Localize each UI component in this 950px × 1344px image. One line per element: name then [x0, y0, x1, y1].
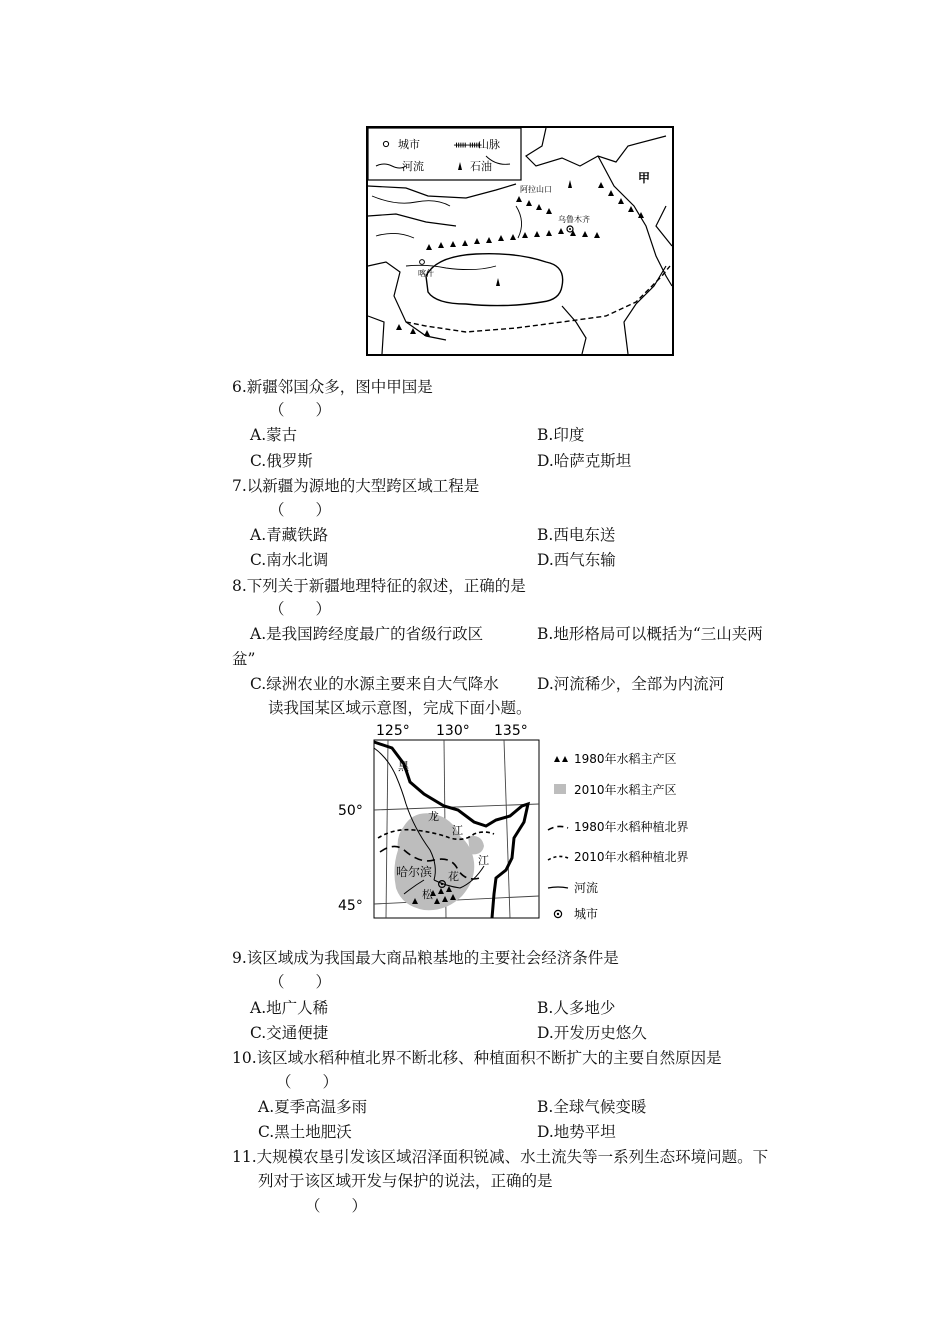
label-long: 龙	[428, 810, 439, 823]
option-a[interactable]: A.地广人稀	[250, 999, 329, 1017]
label-alashankou: 阿拉山口	[520, 185, 552, 194]
question-stem: 11.大规模农垦引发该区域沼泽面积锐减、水土流失等一系列生态环境问题。下	[232, 1148, 769, 1166]
label-song: 松	[422, 888, 433, 901]
legend-boundary-1980: 1980年水稻种植北界	[574, 820, 689, 834]
option-d[interactable]: D.开发历史悠久	[537, 1024, 647, 1042]
legend-oil: 石油	[470, 160, 492, 173]
option-c[interactable]: C.俄罗斯	[250, 452, 313, 470]
option-c[interactable]: C.黑土地肥沃	[258, 1123, 352, 1141]
option-d[interactable]: D.西气东输	[537, 551, 616, 569]
intro-text: 读我国某区域示意图，完成下面小题。	[268, 699, 532, 717]
option-c[interactable]: C.绿洲农业的水源主要来自大气降水	[250, 675, 499, 693]
legend-rice-1980: 1980年水稻主产区	[574, 752, 677, 766]
option-b[interactable]: B.地形格局可以概括为“三山夹两	[537, 625, 763, 643]
answer-blank[interactable]: （ ）	[305, 1197, 368, 1215]
lat-label-45: 45°	[338, 898, 363, 914]
legend-city: 城市	[398, 138, 420, 151]
answer-blank[interactable]: （ ）	[276, 1073, 339, 1091]
lon-label-125: 125°	[376, 723, 410, 739]
legend-river: 河流	[402, 160, 424, 173]
label-hua: 花	[448, 870, 459, 883]
question-stem-continued: 列对于该区域开发与保护的说法，正确的是	[258, 1172, 553, 1190]
lat-label-50: 50°	[338, 803, 363, 819]
label-urumqi: 乌鲁木齐	[558, 215, 590, 224]
question-stem: 6.新疆邻国众多，图中甲国是	[232, 378, 433, 396]
question-stem: 9.该区域成为我国最大商品粮基地的主要社会经济条件是	[232, 949, 619, 967]
xinjiang-map	[366, 126, 674, 356]
rice-1980-legend-icon	[554, 756, 568, 762]
question-stem: 8.下列关于新疆地理特征的叙述，正确的是	[232, 577, 526, 595]
option-d[interactable]: D.哈萨克斯坦	[537, 452, 632, 470]
mountain-legend-icon: ᚔᚔ	[454, 140, 482, 151]
option-c[interactable]: C.南水北调	[250, 551, 329, 569]
option-a[interactable]: A.蒙古	[250, 426, 298, 444]
legend-river: 河流	[574, 881, 599, 895]
label-harbin: 哈尔滨	[396, 865, 433, 879]
rice-2010-legend-icon	[554, 784, 566, 794]
answer-blank[interactable]: （ ）	[269, 600, 332, 618]
legend-rice-2010: 2010年水稻主产区	[574, 783, 677, 797]
river-legend-icon	[548, 887, 568, 888]
option-b[interactable]: B.印度	[537, 426, 585, 444]
legend-mountain: 山脉	[478, 138, 500, 151]
question-stem: 7.以新疆为源地的大型跨区域工程是	[232, 477, 480, 495]
label-kashgar: 喀什	[418, 269, 434, 278]
question-stem: 10.该区域水稻种植北界不断北移、种植面积不断扩大的主要自然原因是	[232, 1049, 722, 1067]
label-hei: 黑	[398, 760, 409, 773]
option-b[interactable]: B.西电东送	[537, 526, 616, 544]
legend-city: 城市	[574, 907, 599, 920]
lon-label-135: 135°	[494, 723, 528, 739]
map1-legend-box	[368, 128, 521, 180]
option-a[interactable]: A.夏季高温多雨	[258, 1098, 368, 1116]
label-jiang-2: 江	[478, 854, 489, 867]
option-a[interactable]: A.是我国跨经度最广的省级行政区	[250, 625, 484, 643]
option-d[interactable]: D.河流稀少，全部为内流河	[537, 675, 725, 693]
option-b[interactable]: B.人多地少	[537, 999, 616, 1017]
boundary-1980-legend-icon	[548, 826, 568, 830]
answer-blank[interactable]: （ ）	[269, 973, 332, 991]
option-b-continued: 盆”	[232, 650, 256, 668]
lon-label-130: 130°	[436, 723, 470, 739]
answer-blank[interactable]: （ ）	[269, 401, 332, 419]
option-d[interactable]: D.地势平坦	[537, 1123, 616, 1141]
label-jiang-1: 江	[452, 824, 463, 837]
label-jia: 甲	[638, 171, 651, 185]
answer-blank[interactable]: （ ）	[269, 501, 332, 519]
option-a[interactable]: A.青藏铁路	[250, 526, 329, 544]
boundary-2010-legend-icon	[548, 856, 568, 860]
map2-legend	[548, 751, 689, 920]
legend-boundary-2010: 2010年水稻种植北界	[574, 850, 689, 864]
option-c[interactable]: C.交通便捷	[250, 1024, 329, 1042]
heilongjiang-map	[334, 718, 724, 920]
option-b[interactable]: B.全球气候变暖	[537, 1098, 647, 1116]
